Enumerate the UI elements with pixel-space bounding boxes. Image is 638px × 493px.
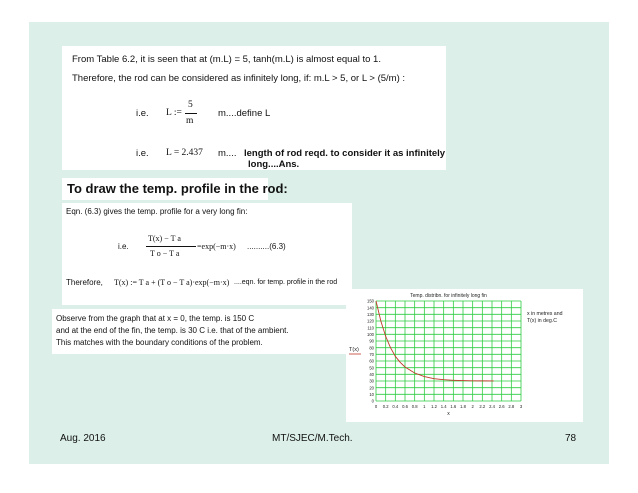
x-axis-label: x	[447, 411, 450, 417]
y-tick-label: 120	[367, 318, 374, 324]
ie-label-2: i.e.	[136, 148, 149, 159]
x-tick-label: 2	[471, 404, 474, 409]
eq2-note-line1: length of rod reqd. to consider it as infinitely	[244, 148, 446, 159]
eq1-fraction-bar	[185, 113, 197, 114]
y-tick-label: 60	[369, 358, 374, 364]
eqn-intro-text: Eqn. (6.3) gives the temp. profile for a very long fin:	[66, 207, 248, 216]
eq2-result: L = 2.437	[166, 148, 203, 158]
eq1-numerator: 5	[188, 100, 193, 110]
x-tick-label: 2.6	[498, 404, 505, 409]
temp-profile-eqn-box	[62, 203, 352, 305]
x-tick-label: 0.6	[402, 404, 408, 409]
y-tick-label: 30	[369, 378, 374, 384]
footer-page-number: 78	[565, 433, 577, 444]
observation-line3: This matches with the boundary conditions of the problem.	[56, 338, 263, 347]
x-tick-label: 1.6	[450, 404, 457, 409]
infinite-rod-text-box	[62, 46, 446, 170]
x-tick-label: 0.4	[392, 404, 399, 409]
y-tick-label: 150	[367, 298, 374, 304]
fraction-rhs: =exp(−m·x)	[197, 242, 236, 251]
y-tick-label: 20	[369, 385, 374, 391]
x-tick-label: 0	[374, 404, 378, 409]
temperature-chart	[346, 289, 583, 422]
temp-profile-eq-note: ....eqn. for temp. profile in the rod	[234, 279, 338, 286]
y-tick-label: 0	[371, 398, 374, 404]
legend-note-line: T(x) in deg.C	[527, 318, 557, 324]
eq2-note-line2: long....Ans.	[248, 159, 300, 170]
y-tick-label: 110	[367, 325, 374, 331]
footer-date: Aug. 2016	[60, 433, 106, 444]
y-tick-label: 50	[369, 365, 374, 371]
y-tick-label: 100	[367, 331, 374, 337]
x-tick-label: 1	[423, 404, 426, 409]
y-tick-label: 40	[369, 371, 374, 377]
x-tick-label: 0.2	[382, 404, 389, 409]
x-tick-label: 2.8	[508, 404, 515, 409]
temp-profile-equation: T(x) := T a + (T o − T a)·exp(−m·x)	[114, 278, 230, 287]
eq1-denominator: m	[186, 116, 194, 126]
eqn-number: ..........(6.3)	[247, 242, 286, 251]
y-tick-label: 90	[369, 338, 374, 344]
fraction-denominator: T o − T a	[150, 249, 180, 258]
x-tick-label: 1.4	[440, 404, 447, 409]
therefore-label: Therefore,	[66, 278, 103, 287]
x-tick-label: 1.8	[460, 404, 466, 409]
footer-center: MT/SJEC/M.Tech.	[272, 433, 353, 444]
y-axis-label: T(x)	[349, 347, 359, 353]
x-tick-label: 1.2	[431, 404, 437, 409]
condition-text: Therefore, the rod can be considered as infinitely long, if: m.L > 5, or L > (5/m) :	[72, 73, 406, 84]
x-tick-label: 3	[519, 404, 523, 409]
y-tick-label: 140	[367, 305, 374, 311]
observation-line1: Observe from the graph that at x = 0, the temp. is 150 C	[56, 314, 255, 323]
ie-label-3: i.e.	[118, 242, 129, 251]
x-tick-label: 2.4	[489, 404, 495, 409]
observation-text-box	[52, 309, 348, 354]
x-tick-label: 2.2	[479, 404, 486, 409]
ie-label-1: i.e.	[136, 108, 149, 119]
observation-line2: and at the end of the fin, the temp. is 30 C i.e. that of the ambient.	[56, 326, 289, 335]
fraction-bar	[146, 246, 196, 247]
section-heading-box	[62, 178, 288, 200]
section-heading: To draw the temp. profile in the rod:	[67, 181, 288, 196]
chart-title: Temp. distribn. for infinitely long fin	[410, 293, 487, 299]
y-tick-label: 130	[367, 311, 374, 317]
temperature-chart-box	[346, 289, 583, 422]
table-note-text: From Table 6.2, it is seen that at (m.L) = 5, tanh(m.L) is almost equal to 1.	[72, 54, 381, 65]
legend-note-line: x in metres and	[527, 311, 563, 317]
eq1-lhs: L :=	[166, 108, 182, 118]
eq2-unit: m....	[218, 148, 237, 159]
y-tick-label: 80	[369, 345, 374, 351]
x-tick-label: 0.8	[411, 404, 418, 409]
y-tick-label: 10	[369, 391, 374, 397]
y-tick-label: 70	[369, 351, 374, 357]
eq1-note: m....define L	[218, 108, 271, 119]
fraction-numerator: T(x) − T a	[148, 234, 181, 243]
